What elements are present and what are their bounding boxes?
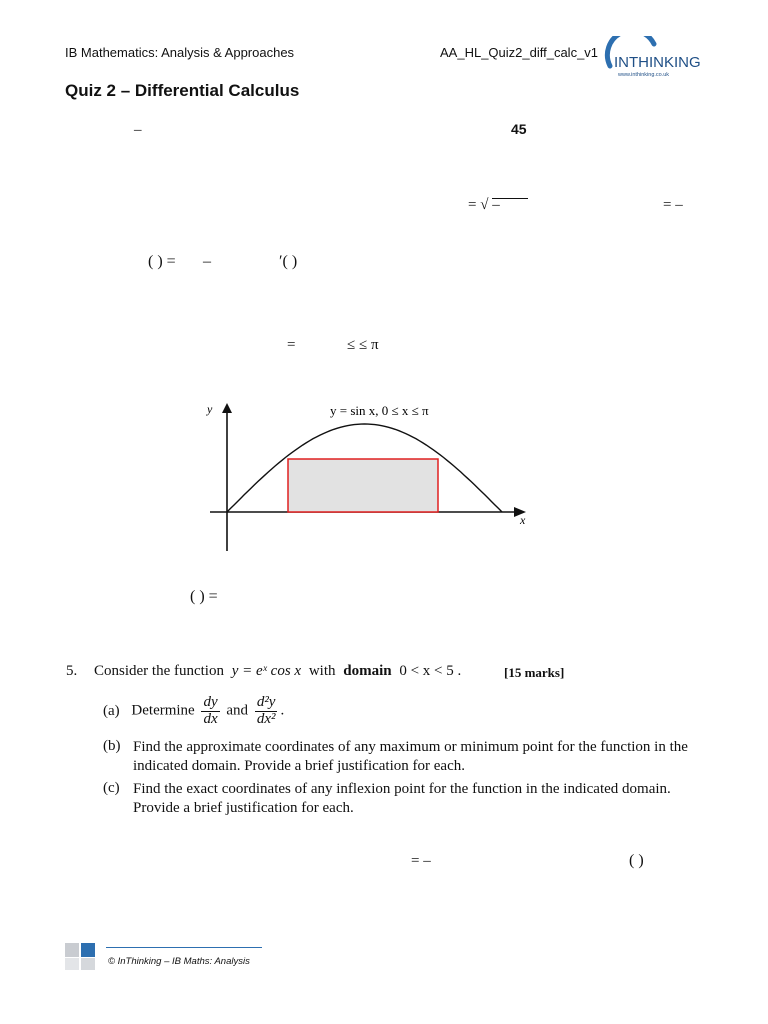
y-axis-arrow: [222, 403, 232, 413]
part-c-text: Find the exact coordinates of any inflexion point for the function in the indicated domain. Provide a brief justification for each.: [133, 781, 671, 816]
frac1-num: dy: [203, 694, 218, 710]
part-a-label: (a): [103, 702, 120, 719]
logo-wordmark: INTHINKING: [614, 54, 701, 71]
stem-domain-word: domain: [343, 663, 392, 679]
marks-badge: [15 marks]: [504, 665, 565, 680]
logo-url: www.inthinking.co.uk: [618, 72, 670, 78]
frac2-num: d²y: [256, 694, 276, 710]
frac2-den: dx²: [256, 710, 276, 727]
part-a-and: and: [226, 702, 249, 719]
fragment-f-of-x: ( ) =: [148, 253, 176, 270]
question-number: 5.: [66, 663, 78, 679]
part-b-text: Find the approximate coordinates of any maximum or minimum point for the function in the indicated domain. Provide a brief justification for each.: [133, 739, 688, 774]
dy-dx-fraction: [201, 695, 219, 728]
footer-square: [65, 958, 79, 970]
fragment-sqrt: [468, 197, 500, 214]
fragment-dash-2: –: [203, 253, 211, 270]
fragment-parentheses: ( ): [629, 852, 644, 869]
stem-with: with: [308, 663, 336, 679]
fragment-inequality: ≤ ≤ π: [347, 337, 379, 353]
header-doc-code: AA_HL_Quiz2_diff_calc_v1: [440, 45, 599, 60]
fragment-equals-dash: = –: [663, 197, 683, 213]
part-b-label: (b): [103, 738, 121, 754]
inscribed-rectangle: [288, 459, 438, 512]
fragment-f-prime: ′( ): [279, 253, 298, 270]
stem-pre: Consider the function: [94, 663, 224, 679]
part-a: [103, 695, 284, 728]
footer-square: [81, 958, 95, 970]
fragment-area-func: ( ) =: [190, 588, 218, 605]
stem-function: y = eˣ cos x: [231, 663, 302, 679]
sqrt-vinculum: [492, 198, 528, 199]
footer-copyright: © InThinking – IB Maths: Analysis: [108, 956, 250, 967]
part-a-end: .: [280, 702, 285, 719]
stem-domain: 0 < x < 5 .: [399, 663, 462, 679]
question-stem: [94, 663, 461, 680]
fragment-equals-dash-2: = –: [411, 853, 431, 869]
sine-rectangle-figure: [200, 395, 540, 560]
fragment-dash: –: [134, 122, 142, 138]
d2y-dx2-fraction: [255, 695, 278, 728]
x-axis-label: x: [520, 513, 526, 527]
part-a-text: Determine: [131, 702, 195, 719]
footer-rule: [106, 947, 262, 948]
y-axis-label: y: [207, 402, 213, 416]
fragment-sqrt-text: = √ –: [468, 197, 500, 213]
fragment-45: 45: [511, 121, 527, 137]
page-title: Quiz 2 – Differential Calculus: [65, 81, 300, 100]
footer-square-accent: [81, 943, 95, 957]
inthinking-logo: [596, 36, 708, 78]
curve-label: y = sin x, 0 ≤ x ≤ π: [330, 403, 429, 418]
frac1-den: dx: [203, 710, 218, 727]
fragment-equals: =: [287, 337, 296, 353]
part-c-label: (c): [103, 780, 120, 796]
header-course: IB Mathematics: Analysis & Approaches: [65, 45, 295, 60]
footer-square: [65, 943, 79, 957]
